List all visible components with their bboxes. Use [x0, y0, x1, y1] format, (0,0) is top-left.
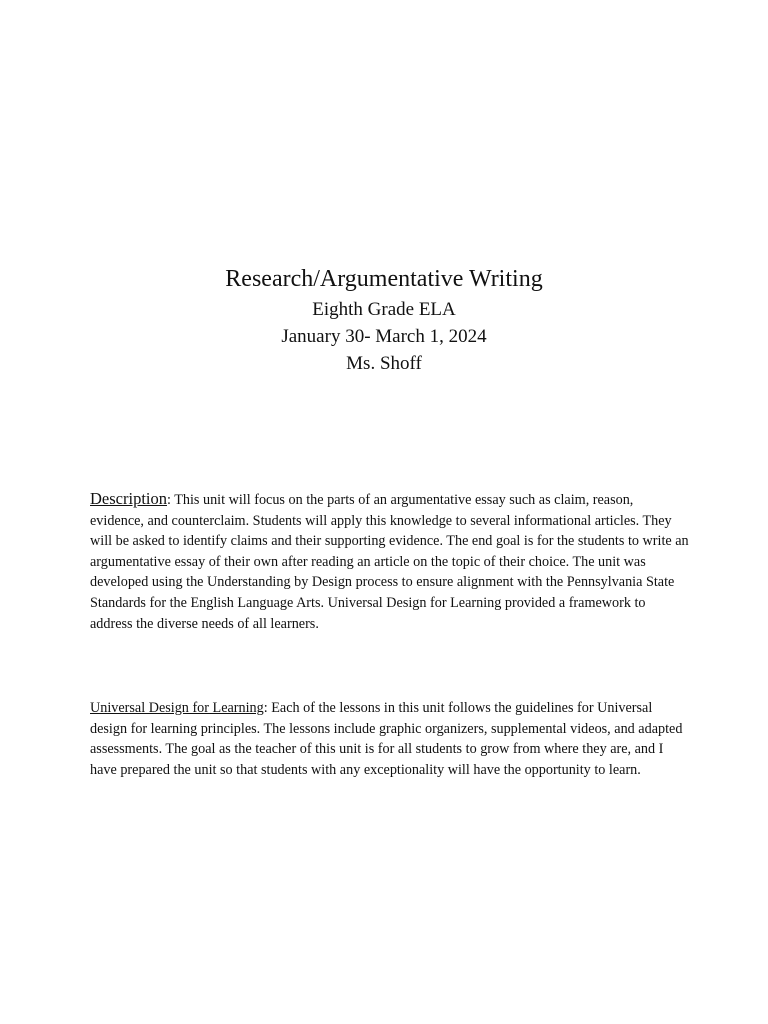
title-block — [0, 262, 768, 377]
description-paragraph — [90, 489, 690, 634]
udl-paragraph — [90, 698, 690, 780]
udl-section — [90, 698, 690, 780]
document-title: Research/Argumentative Writing — [225, 266, 543, 292]
grade-level: Eighth Grade ELA — [312, 299, 456, 320]
udl-body: : Each of the lessons in this unit follows the guidelines for Universal design for learning principles. The lessons include graphic organizers, supplemental videos, and adapted assessments. The goal as the teacher of this unit is for all students to grow from where they are, and I have prepared the unit so that students with any exceptionality will have the opportunity to learn. — [90, 700, 683, 778]
description-section — [90, 489, 690, 634]
description-body: : This unit will focus on the parts of an argumentative essay such as claim, reason, evidence, and counterclaim. Students will apply this knowledge to several informational articles. They will be asked to identify claims and their supporting evidence. The end goal is for the students to write an argumentative essay of their own after reading an article on the topic of their choice. The unit was developed using the Understanding by Design process to ensure alignment with the Pennsylvania State Standards for the English Language Arts. Universal Design for Learning provided a framework to address the diverse needs of all learners. — [90, 492, 689, 632]
udl-heading: Universal Design for Learning — [90, 700, 264, 716]
teacher-name: Ms. Shoff — [346, 353, 422, 374]
date-range: January 30- March 1, 2024 — [281, 326, 487, 347]
description-heading: Description — [90, 489, 167, 508]
